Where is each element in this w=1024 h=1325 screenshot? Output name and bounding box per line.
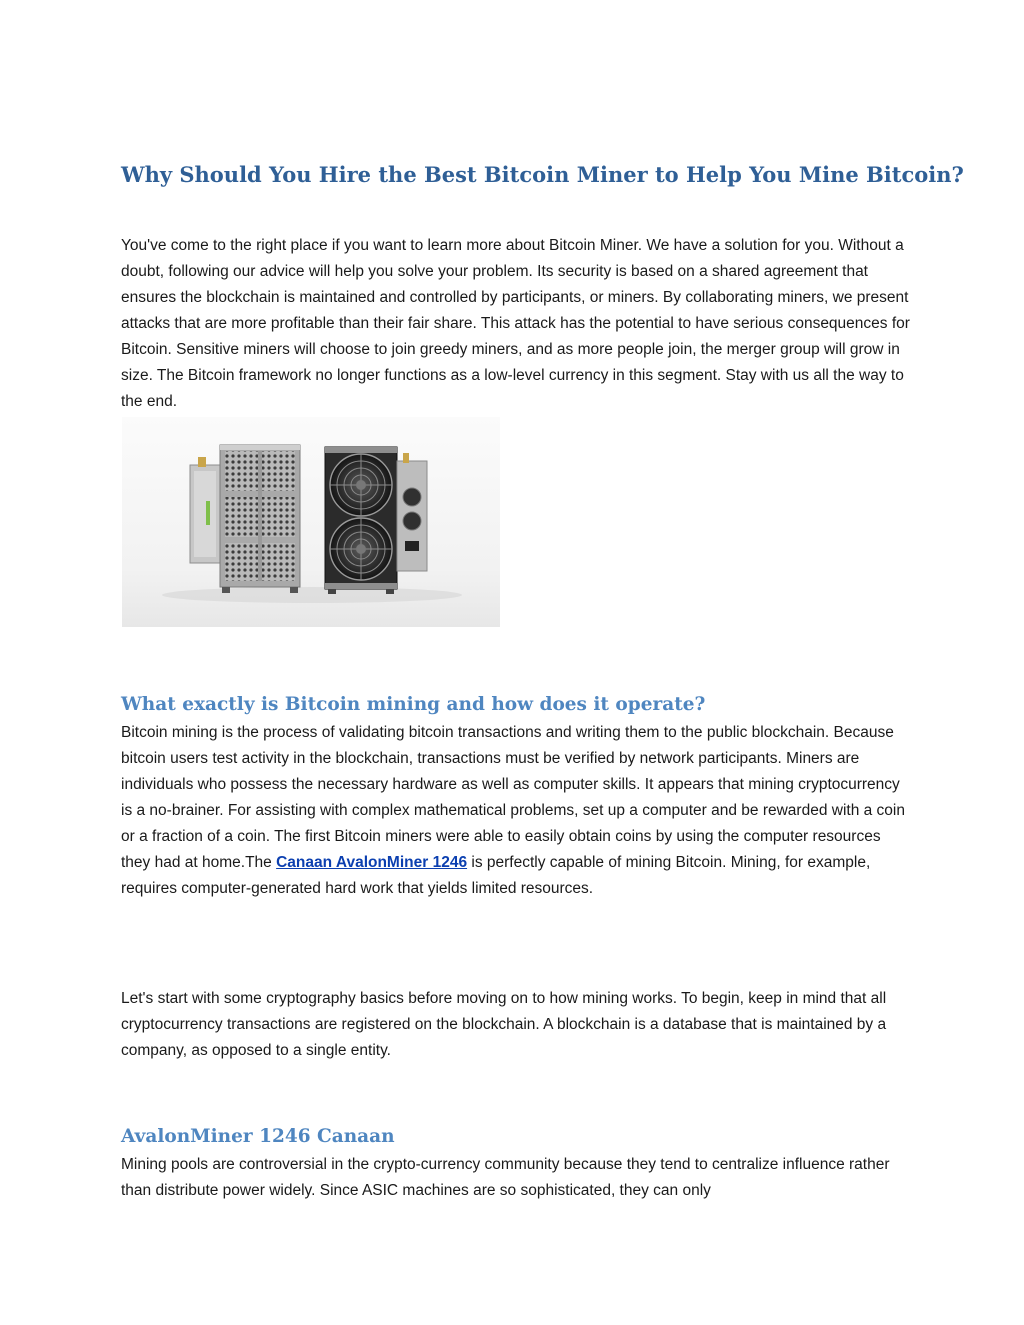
bitcoin-mining-paragraph bbox=[121, 720, 911, 902]
paragraph-text-after-link: is perfectly capable of mining Bitcoin. Mining, for example, requires computer-generated hard work that yields limited resources. bbox=[121, 854, 871, 897]
section-heading-bitcoin-mining: What exactly is Bitcoin mining and how does it operate? bbox=[121, 694, 706, 715]
cryptography-basics-paragraph: Let's start with some cryptography basics before moving on to how mining works. To begin, keep in mind that all cryptocurrency transactions are registered on the blockchain. A blockchain is a database that is maintained by a company, as opposed to a single entity. bbox=[121, 990, 887, 1059]
mining-pools-paragraph: Mining pools are controversial in the crypto-currency community because they tend to centralize influence rather than distribute power widely. Since ASIC machines are so sophisticated, they can only bbox=[121, 1156, 890, 1199]
page-title: Why Should You Hire the Best Bitcoin Miner to Help You Mine Bitcoin? bbox=[121, 162, 964, 187]
bitcoin-miner-photo bbox=[122, 417, 500, 627]
paragraph-text-before-link: Bitcoin mining is the process of validating bitcoin transactions and writing them to the public blockchain. Because bitcoin users test activity in the blockchain, transactions must be verified by network participants. Miners are individuals who possess the necessary hardware as well as computer skills. It appears that mining cryptocurrency is a no-brainer. For assisting with complex mathematical problems, set up a computer and be rewarded with a coin or a fraction of a coin. The first Bitcoin miners were able to easily obtain coins by using the computer resources they had at home.The bbox=[121, 724, 905, 871]
canaan-avalonminer-link[interactable]: Canaan AvalonMiner 1246 bbox=[276, 854, 468, 871]
intro-paragraph: You've come to the right place if you want to learn more about Bitcoin Miner. We have a solution for you. Without a doubt, following our advice will help you solve your problem. Its security is based on a shared agreement that ensures the blockchain is maintained and controlled by participants, or miners. By collaborating miners, we present attacks that are more profitable than their fair share. This attack has the potential to have serious consequences for Bitcoin. Sensitive miners will choose to join greedy miners, and as more people join, the merger group will grow in size. The Bitcoin framework no longer functions as a low-level currency in this segment. Stay with us all the way to the end. bbox=[121, 237, 910, 410]
section-heading-avalonminer: AvalonMiner 1246 Canaan bbox=[121, 1126, 395, 1147]
